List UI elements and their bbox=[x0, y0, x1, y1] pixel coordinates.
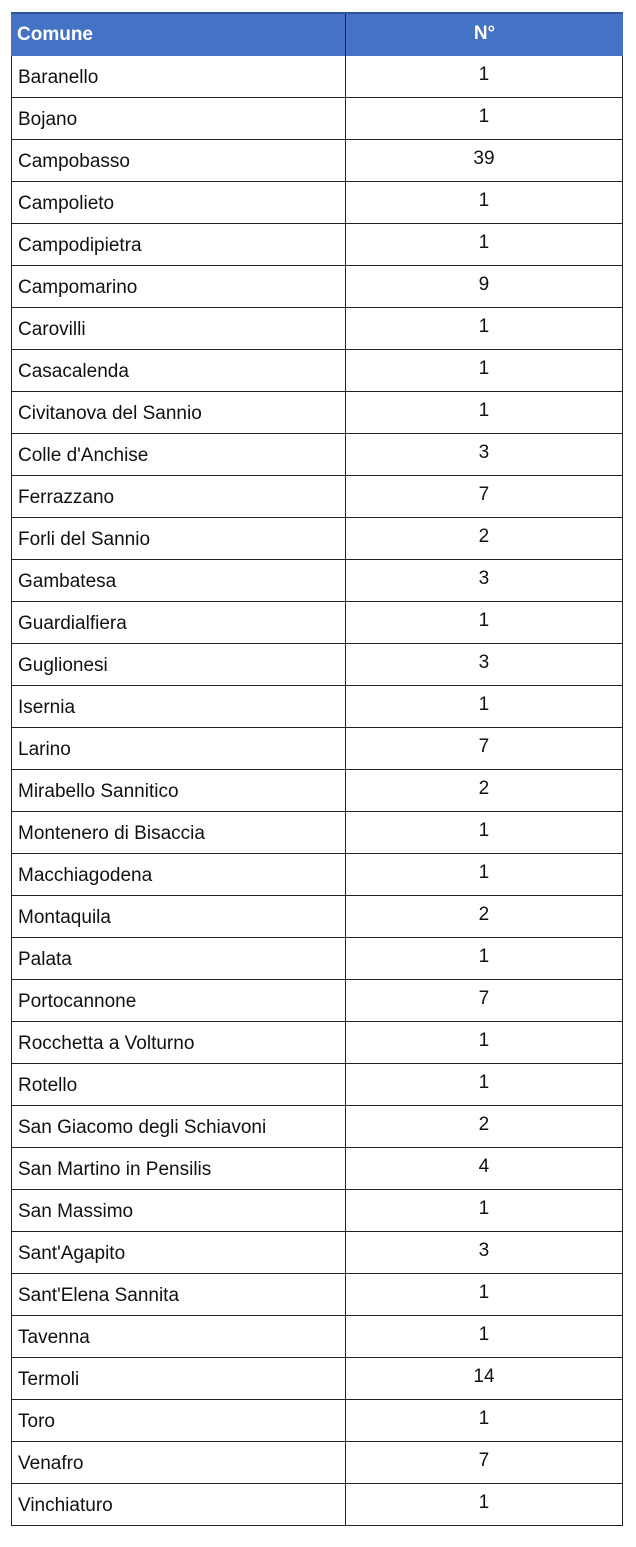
count-cell: 9 bbox=[478, 274, 490, 295]
table-row bbox=[12, 266, 622, 308]
table-row bbox=[12, 1316, 622, 1358]
count-cell: 1 bbox=[478, 232, 490, 253]
table-row bbox=[12, 308, 622, 350]
table-row bbox=[12, 56, 622, 98]
comune-cell: Palata bbox=[12, 938, 346, 979]
table-row bbox=[12, 1148, 622, 1190]
comune-cell: Campobasso bbox=[12, 140, 346, 181]
table-row bbox=[12, 1484, 622, 1526]
comune-cell: Guglionesi bbox=[12, 644, 346, 685]
table-row bbox=[12, 1400, 622, 1442]
comune-cell: Forli del Sannio bbox=[12, 518, 346, 559]
table-row bbox=[12, 686, 622, 728]
comune-cell: San Massimo bbox=[12, 1190, 346, 1231]
comune-cell: San Martino in Pensilis bbox=[12, 1148, 346, 1189]
count-cell: 2 bbox=[478, 778, 490, 799]
count-cell: 7 bbox=[478, 484, 490, 505]
comune-cell: Toro bbox=[12, 1400, 346, 1441]
count-cell: 1 bbox=[478, 1030, 490, 1051]
count-cell: 1 bbox=[478, 1198, 490, 1219]
table-row bbox=[12, 644, 622, 686]
comune-cell: Baranello bbox=[12, 56, 346, 97]
comune-cell: Macchiagodena bbox=[12, 854, 346, 895]
table-body bbox=[11, 56, 623, 1526]
comune-cell: Isernia bbox=[12, 686, 346, 727]
comune-cell: Casacalenda bbox=[12, 350, 346, 391]
table-row bbox=[12, 98, 622, 140]
comune-cell: Montenero di Bisaccia bbox=[12, 812, 346, 853]
header-comune: Comune bbox=[11, 14, 346, 56]
count-cell: 1 bbox=[478, 862, 490, 883]
table-row bbox=[12, 896, 622, 938]
table-row bbox=[12, 1274, 622, 1316]
comune-cell: Termoli bbox=[12, 1358, 346, 1399]
table-row bbox=[12, 182, 622, 224]
comune-cell: Sant'Elena Sannita bbox=[12, 1274, 346, 1315]
count-cell: 3 bbox=[478, 652, 490, 673]
count-cell: 4 bbox=[478, 1156, 490, 1177]
table-row bbox=[12, 980, 622, 1022]
count-cell: 39 bbox=[473, 148, 495, 169]
count-cell: 1 bbox=[478, 106, 490, 127]
comune-cell: Carovilli bbox=[12, 308, 346, 349]
table-row bbox=[12, 224, 622, 266]
comune-cell: Campodipietra bbox=[12, 224, 346, 265]
comune-cell: Vinchiaturo bbox=[12, 1484, 346, 1525]
comuni-table bbox=[11, 12, 623, 1526]
count-cell: 1 bbox=[478, 190, 490, 211]
count-cell: 2 bbox=[478, 526, 490, 547]
count-cell: 1 bbox=[478, 820, 490, 841]
table-row bbox=[12, 1106, 622, 1148]
comune-cell: Tavenna bbox=[12, 1316, 346, 1357]
count-cell: 1 bbox=[478, 358, 490, 379]
comune-cell: Guardialfiera bbox=[12, 602, 346, 643]
table-row bbox=[12, 770, 622, 812]
table-row bbox=[12, 1064, 622, 1106]
count-cell: 3 bbox=[478, 1240, 490, 1261]
comune-cell: Campomarino bbox=[12, 266, 346, 307]
count-cell: 1 bbox=[478, 1072, 490, 1093]
comune-cell: Rocchetta a Volturno bbox=[12, 1022, 346, 1063]
comune-cell: Ferrazzano bbox=[12, 476, 346, 517]
count-cell: 1 bbox=[478, 610, 490, 631]
table-row bbox=[12, 1442, 622, 1484]
table-row bbox=[12, 140, 622, 182]
table-row bbox=[12, 1022, 622, 1064]
comune-cell: Portocannone bbox=[12, 980, 346, 1021]
table-row bbox=[12, 602, 622, 644]
comune-cell: Campolieto bbox=[12, 182, 346, 223]
comune-cell: San Giacomo degli Schiavoni bbox=[12, 1106, 346, 1147]
top-margin bbox=[0, 0, 636, 10]
comune-cell: Rotello bbox=[12, 1064, 346, 1105]
table-header-row bbox=[11, 12, 623, 56]
comune-cell: Montaquila bbox=[12, 896, 346, 937]
count-cell: 1 bbox=[478, 1408, 490, 1429]
count-cell: 1 bbox=[478, 316, 490, 337]
table-row bbox=[12, 350, 622, 392]
table-row bbox=[12, 476, 622, 518]
table-row bbox=[12, 1232, 622, 1274]
count-cell: 14 bbox=[473, 1366, 495, 1387]
table-row bbox=[12, 854, 622, 896]
comune-cell: Colle d'Anchise bbox=[12, 434, 346, 475]
count-cell: 1 bbox=[478, 694, 490, 715]
comune-cell: Gambatesa bbox=[12, 560, 346, 601]
count-cell: 7 bbox=[478, 736, 490, 757]
comune-cell: Sant'Agapito bbox=[12, 1232, 346, 1273]
count-cell: 1 bbox=[478, 946, 490, 967]
table-row bbox=[12, 392, 622, 434]
count-cell: 7 bbox=[478, 988, 490, 1009]
header-numero: N° bbox=[473, 23, 496, 44]
count-cell: 2 bbox=[478, 1114, 490, 1135]
table-row bbox=[12, 728, 622, 770]
table-row bbox=[12, 518, 622, 560]
table-row bbox=[12, 938, 622, 980]
count-cell: 1 bbox=[478, 1324, 490, 1345]
comune-cell: Venafro bbox=[12, 1442, 346, 1483]
count-cell: 1 bbox=[478, 64, 490, 85]
count-cell: 1 bbox=[478, 400, 490, 421]
table-row bbox=[12, 1358, 622, 1400]
table-row bbox=[12, 434, 622, 476]
count-cell: 1 bbox=[478, 1282, 490, 1303]
table-row bbox=[12, 560, 622, 602]
count-cell: 3 bbox=[478, 568, 490, 589]
comune-cell: Bojano bbox=[12, 98, 346, 139]
count-cell: 2 bbox=[478, 904, 490, 925]
count-cell: 1 bbox=[478, 1492, 490, 1513]
count-cell: 3 bbox=[478, 442, 490, 463]
table-row bbox=[12, 812, 622, 854]
comune-cell: Mirabello Sannitico bbox=[12, 770, 346, 811]
table-row bbox=[12, 1190, 622, 1232]
comune-cell: Civitanova del Sannio bbox=[12, 392, 346, 433]
comune-cell: Larino bbox=[12, 728, 346, 769]
count-cell: 7 bbox=[478, 1450, 490, 1471]
